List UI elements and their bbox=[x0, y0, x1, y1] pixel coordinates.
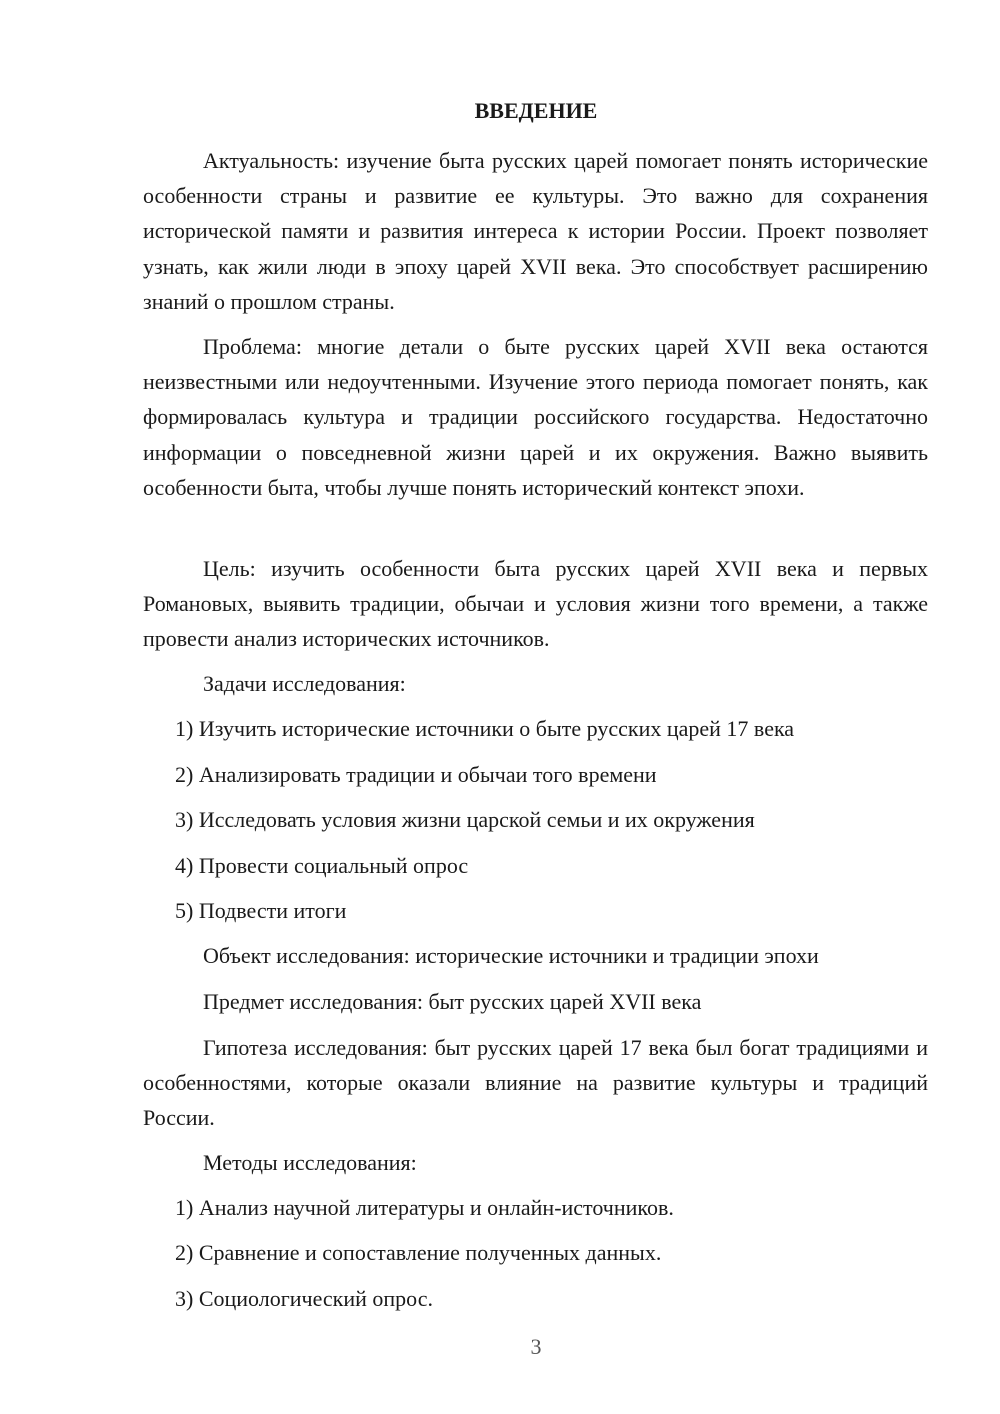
method-item: 1) Анализ научной литературы и онлайн-источников. bbox=[175, 1195, 674, 1220]
subject-line: Предмет исследования: быт русских царей XVII века bbox=[203, 989, 702, 1014]
methods-heading: Методы исследования: bbox=[203, 1150, 417, 1175]
task-item: 3) Исследовать условия жизни царской семьи и их окружения bbox=[175, 807, 755, 832]
method-item: 2) Сравнение и сопоставление полученных данных. bbox=[175, 1240, 662, 1265]
task-item: 2) Анализировать традиции и обычаи того времени bbox=[175, 762, 657, 787]
tasks-heading: Задачи исследования: bbox=[203, 671, 406, 696]
goal-paragraph: Цель: изучить особенности быта русских царей XVII века и первых Романовых, выявить традиции, обычаи и условия жизни того времени, а также провести анализ исторических источников. bbox=[143, 556, 928, 652]
relevance-paragraph: Актуальность: изучение быта русских царей помогает понять исторические особенности страны и развитие ее культуры. Это важно для сохранения исторической памяти и развития интереса к истории России. Проект позволяет узнать, как жили люди в эпоху царей XVII века. Это способствует расширению знаний о прошлом страны. bbox=[143, 148, 928, 314]
hypothesis-paragraph: Гипотеза исследования: быт русских царей 17 века был богат традициями и особенностями, которые оказали влияние на развитие культуры и традиций России. bbox=[143, 1035, 928, 1131]
problem-paragraph: Проблема: многие детали о быте русских царей XVII века остаются неизвестными или недоучтенными. Изучение этого периода помогает понять, как формировалась культура и традиции российского государства. Недостаточно информации о повседневной жизни царей и их окружения. Важно выявить особенности быта, чтобы лучше понять исторический контекст эпохи. bbox=[143, 334, 928, 500]
method-item: 3) Социологический опрос. bbox=[175, 1286, 433, 1311]
page-title: ВВЕДЕНИЕ bbox=[474, 98, 598, 123]
task-item: 4) Провести социальный опрос bbox=[175, 853, 469, 878]
page-number: 3 bbox=[530, 1334, 542, 1359]
object-line: Объект исследования: исторические источники и традиции эпохи bbox=[203, 943, 819, 968]
task-item: 1) Изучить исторические источники о быте русских царей 17 века bbox=[175, 716, 795, 741]
task-item: 5) Подвести итоги bbox=[175, 898, 347, 923]
